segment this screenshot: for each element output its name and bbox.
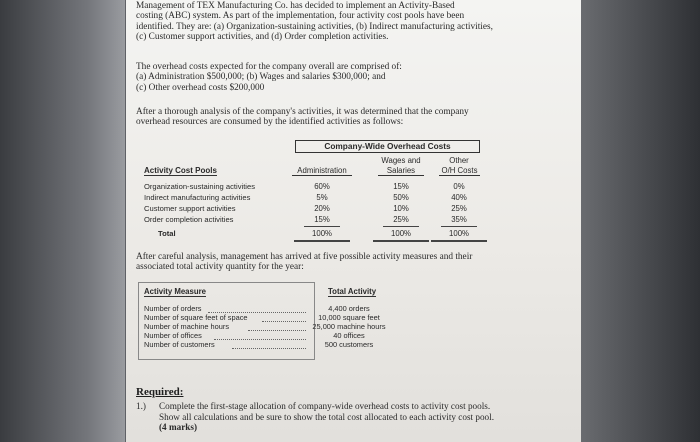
measures-intro-line: After careful analysis, management has arrived at five possible activity measures and their <box>136 252 473 262</box>
question-line: (4 marks) <box>159 422 198 433</box>
analysis-line: After a thorough analysis of the company's activities, it was determined that the company <box>136 107 469 117</box>
background-right <box>580 0 700 442</box>
measures-intro-paragraph <box>136 252 577 273</box>
measure-row-label: Number of orders <box>144 304 202 313</box>
measure-row-label: Number of offices <box>144 331 202 340</box>
table-cell: 35% <box>451 215 467 224</box>
total-cell: 100% <box>391 229 411 238</box>
double-rule <box>294 240 350 242</box>
table-cell: 50% <box>393 193 409 202</box>
question-text <box>159 401 494 433</box>
table-row-label: Indirect manufacturing activities <box>144 193 251 202</box>
total-rule <box>441 226 477 227</box>
table-cell: 60% <box>314 182 330 191</box>
overhead-line: The overhead costs expected for the company overall are comprised of: <box>136 62 402 72</box>
col-header-measure: Activity Measure <box>144 287 206 296</box>
question-line: Complete the first-stage allocation of company-wide overhead costs to activity cost pools. <box>159 401 491 411</box>
double-rule <box>431 240 487 242</box>
intro-line: (c) Customer support activities, and (d) Order completion activities. <box>136 31 389 42</box>
measure-row-value: 40 offices <box>333 331 365 340</box>
measures-intro-line: associated total activity quantity for the year: <box>136 262 304 273</box>
col-header-other: Other <box>449 156 469 165</box>
intro-line: Management of TEX Manufacturing Co. has decided to implement an Activity-Based <box>136 1 455 11</box>
document-page <box>126 0 581 442</box>
overhead-line: (c) Other overhead costs $200,000 <box>136 82 265 93</box>
table-group-header: Company-Wide Overhead Costs <box>295 140 480 153</box>
table-cell: 15% <box>393 182 409 191</box>
col-header-salaries: Salaries <box>378 166 424 176</box>
table-row-label: Organization-sustaining activities <box>144 182 256 191</box>
total-rule <box>383 226 419 227</box>
col-header-oh-costs: O/H Costs <box>439 166 480 176</box>
measure-row-label: Number of square feet of space <box>144 313 248 322</box>
required-heading: Required: <box>136 386 184 398</box>
measure-row-value: 10,000 square feet <box>318 313 380 322</box>
question-number: 1.) <box>136 401 146 411</box>
table-cell: 15% <box>314 215 330 224</box>
overhead-allocation-table <box>126 0 581 250</box>
table-cell: 25% <box>393 215 409 224</box>
intro-line: costing (ABC) system. As part of the implementation, four activity cost pools have been <box>136 11 465 22</box>
total-cell: 100% <box>449 229 469 238</box>
table-cell: 25% <box>451 204 467 213</box>
total-rule <box>304 226 340 227</box>
measure-row-label: Number of machine hours <box>144 322 230 331</box>
measure-row-label: Number of customers <box>144 340 215 349</box>
total-cell: 100% <box>312 229 332 238</box>
table-row-label: Order completion activities <box>144 215 234 224</box>
question-line: Show all calculations and be sure to show the total cost allocated to each activity cost pool. <box>159 411 494 422</box>
table-cell: 10% <box>393 204 409 213</box>
table-row-label: Customer support activities <box>144 204 236 213</box>
overhead-line: (a) Administration $500,000; (b) Wages and salaries $300,000; and <box>136 72 386 83</box>
background-left <box>0 0 125 442</box>
double-rule <box>373 240 429 242</box>
measure-row-value: 500 customers <box>324 340 374 349</box>
table-cell: 0% <box>453 182 465 191</box>
intro-line: identified. They are: (a) Organization-sustaining activities, (b) Indirect manufacturing activities, <box>136 21 493 32</box>
analysis-line: overhead resources are consumed by the identified activities as follows: <box>136 117 404 128</box>
table-cell: 40% <box>451 193 467 202</box>
col-header-wages: Wages and <box>381 156 421 165</box>
total-row-label: Total <box>158 229 176 238</box>
measure-row-value: 4,400 orders <box>328 304 370 313</box>
measure-row-value: 25,000 machine hours <box>312 322 386 331</box>
col-header-admin: Administration <box>292 166 352 176</box>
table-cell: 5% <box>316 193 328 202</box>
table-cell: 20% <box>314 204 330 213</box>
col-header-total-activity: Total Activity <box>328 287 377 296</box>
leader-dots <box>214 339 306 340</box>
col-header-pools: Activity Cost Pools <box>144 166 217 175</box>
